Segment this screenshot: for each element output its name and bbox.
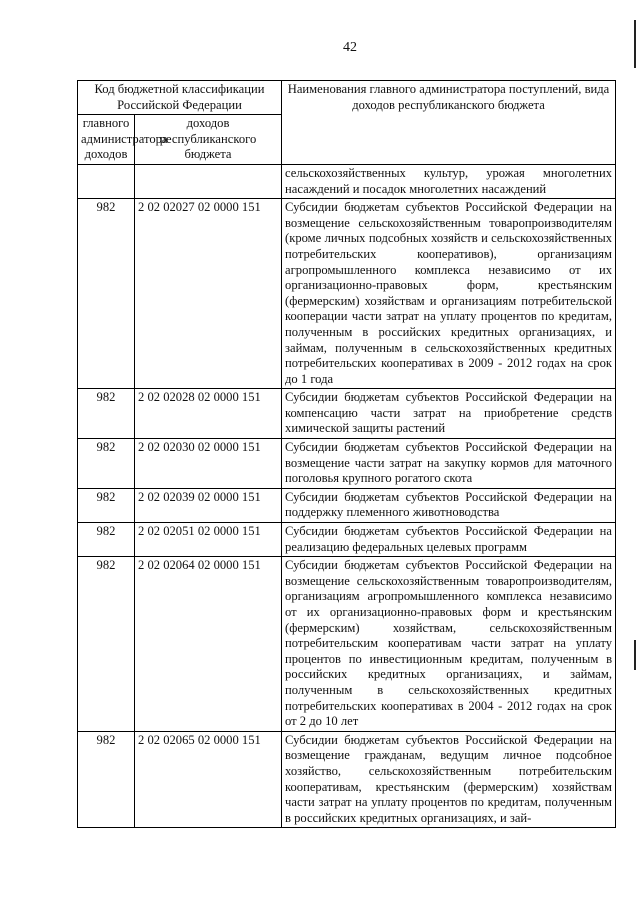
admin-code-cell: 982 bbox=[78, 488, 135, 522]
revenue-code-cell: 2 02 02065 02 0000 151 bbox=[135, 731, 282, 828]
revenue-name-cell: Субсидии бюджетам субъектов Российской Федерации на возмещение части затрат на закупку кормов для маточного поголовья крупного рогатого скота bbox=[282, 439, 616, 489]
table-body bbox=[78, 81, 616, 828]
revenue-code-cell bbox=[135, 164, 282, 198]
revenue-name-cell: Субсидии бюджетам субъектов Российской Федерации на возмещение гражданам, ведущим личное подсобное хозяйство, сельскохозяйственным потребительским кооперативам, крестьянским (фермерским) хозяйствам части затрат на уплату процентов по кредитам, полученным в российских кредитных организациях, и зай- bbox=[282, 731, 616, 828]
header-code-column: доходов республиканского бюджета bbox=[135, 115, 282, 165]
revenue-name-cell: Субсидии бюджетам субъектов Российской Федерации на возмещение сельскохозяйственным товаропроизводителям (кроме личных подсобных хозяйств и сельскохозяйственных потребительских кооперативов), организациям агропромышленного комплекса независимо от их организационно-правовых форм, крестьянским (фермерским) хозяйствам и организациям потребительской кооперации части затрат на уплату процентов по кредитам, полученным в российских кредитных организациях, и займам, полученным в сельскохозяйственных кредитных потребительских кооперативах в 2009 - 2012 годах на срок до 1 года bbox=[282, 199, 616, 389]
table-row bbox=[78, 164, 616, 198]
admin-code-cell: 982 bbox=[78, 389, 135, 439]
revenue-name-cell: сельскохозяйственных культур, урожая многолетних насаждений и посадок многолетних насаждений bbox=[282, 164, 616, 198]
table-row bbox=[78, 488, 616, 522]
budget-classification-table bbox=[77, 80, 616, 828]
table-row bbox=[78, 199, 616, 389]
header-name-column: Наименования главного администратора поступлений, вида доходов республиканского бюджета bbox=[282, 81, 616, 165]
revenue-code-cell: 2 02 02027 02 0000 151 bbox=[135, 199, 282, 389]
table-row bbox=[78, 557, 616, 732]
revenue-code-cell: 2 02 02030 02 0000 151 bbox=[135, 439, 282, 489]
admin-code-cell: 982 bbox=[78, 557, 135, 732]
table-row bbox=[78, 439, 616, 489]
page-edge-mark bbox=[634, 20, 636, 68]
revenue-name-cell: Субсидии бюджетам субъектов Российской Федерации на реализацию федеральных целевых программ bbox=[282, 523, 616, 557]
admin-code-cell: 982 bbox=[78, 199, 135, 389]
admin-code-cell: 982 bbox=[78, 731, 135, 828]
admin-code-cell bbox=[78, 164, 135, 198]
revenue-name-cell: Субсидии бюджетам субъектов Российской Федерации на компенсацию части затрат на приобретение средств химической защиты растений bbox=[282, 389, 616, 439]
revenue-name-cell: Субсидии бюджетам субъектов Российской Федерации на поддержку племенного животноводства bbox=[282, 488, 616, 522]
table-row bbox=[78, 731, 616, 828]
header-row-group bbox=[78, 81, 616, 115]
revenue-name-cell: Субсидии бюджетам субъектов Российской Федерации на возмещение сельскохозяйственным товаропроизводителям, организациям агропромышленного комплекса независимо от их организационно-правовых форм и крестьянским (фермерским) хозяйствам, сельскохозяйственным потребительским кооперативам части затрат на уплату процентов по инвестиционным кредитам, полученным в российских кредитных организациях, и займам, полученным в сельскохозяйственных кредитных потребительских кооперативах в 2004 - 2012 годах на срок от 2 до 10 лет bbox=[282, 557, 616, 732]
page-number: 42 bbox=[343, 40, 357, 55]
header-group-title: Код бюджетной классификации Российской Федерации bbox=[78, 81, 282, 115]
table-row bbox=[78, 523, 616, 557]
revenue-code-cell: 2 02 02028 02 0000 151 bbox=[135, 389, 282, 439]
revenue-code-cell: 2 02 02051 02 0000 151 bbox=[135, 523, 282, 557]
page-edge-mark bbox=[634, 640, 636, 670]
table-row bbox=[78, 389, 616, 439]
revenue-code-cell: 2 02 02064 02 0000 151 bbox=[135, 557, 282, 732]
admin-code-cell: 982 bbox=[78, 523, 135, 557]
header-admin-column: главного администратора доходов bbox=[78, 115, 135, 165]
revenue-code-cell: 2 02 02039 02 0000 151 bbox=[135, 488, 282, 522]
admin-code-cell: 982 bbox=[78, 439, 135, 489]
